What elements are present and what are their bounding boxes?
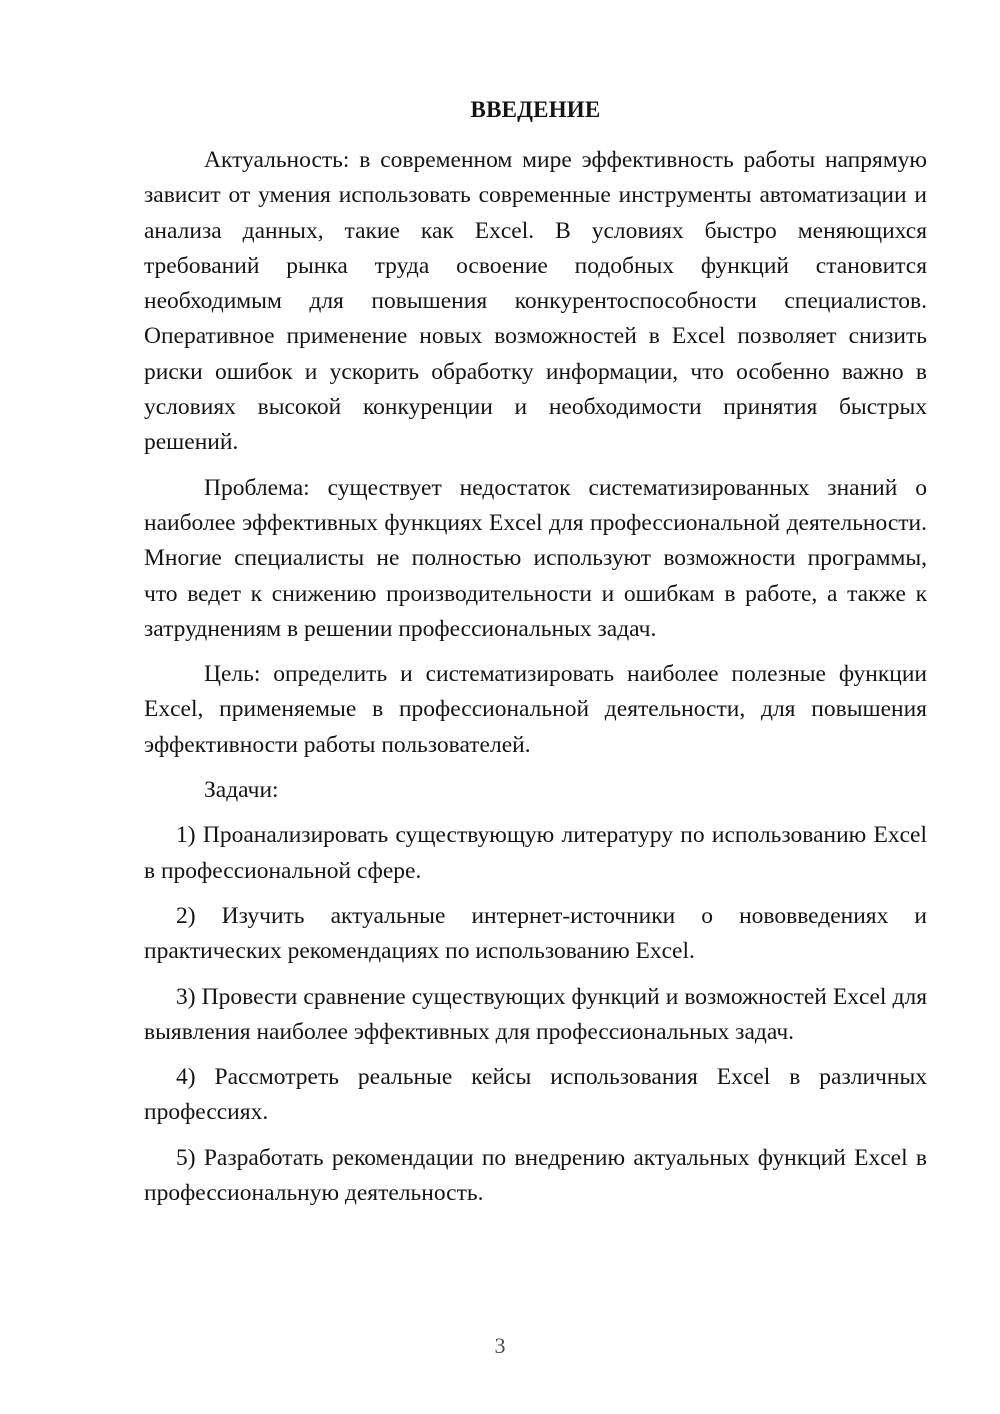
goal-paragraph: Цель: определить и систематизировать наиболее полезные функции Excel, применяемые в профессиональной деятельности, для повышения эффективности работы пользователей. — [144, 661, 927, 758]
task-item-5: 5) Разработать рекомендации по внедрению актуальных функций Excel в профессиональную деятельность. — [144, 1144, 927, 1207]
task-item-3: 3) Провести сравнение существующих функций и возможностей Excel для выявления наиболее эффективных для профессиональных задач. — [144, 983, 927, 1045]
problem-paragraph: Проблема: существует недостаток систематизированных знаний о наиболее эффективных функциях Excel для профессиональной деятельности. Многие специалисты не полностью используют возможности программы, что ведет к снижению производительности и ошибкам в работе, а также к затруднениям в решении профессиональных задач. — [144, 474, 927, 642]
page-title: ВВЕДЕНИЕ — [470, 97, 601, 122]
task-item-1: 1) Проанализировать существующую литературу по использованию Excel в профессиональной сфере. — [144, 822, 927, 884]
task-item-2: 2) Изучить актуальные интернет-источники о нововведениях и практических рекомендациях по использованию Excel. — [144, 902, 927, 965]
page-number: 3 — [494, 1333, 506, 1358]
task-item-4: 4) Рассмотреть реальные кейсы использования Excel в различных профессиях. — [144, 1064, 927, 1126]
relevance-paragraph: Актуальность: в современном мире эффективность работы напрямую зависит от умения использовать современные инструменты автоматизации и анализа данных, такие как Excel. В условиях быстро меняющихся требований рынка труда освоение подобных функций становится необходимым для повышения конкурентоспособности специалистов. Оперативное применение новых возможностей в Excel позволяет снизить риски ошибок и ускорить обработку информации, что особенно важно в условиях высокой конкуренции и необходимости принятия быстрых решений. — [144, 147, 927, 456]
tasks-heading: Задачи: — [204, 777, 279, 804]
page-content — [144, 92, 927, 1211]
